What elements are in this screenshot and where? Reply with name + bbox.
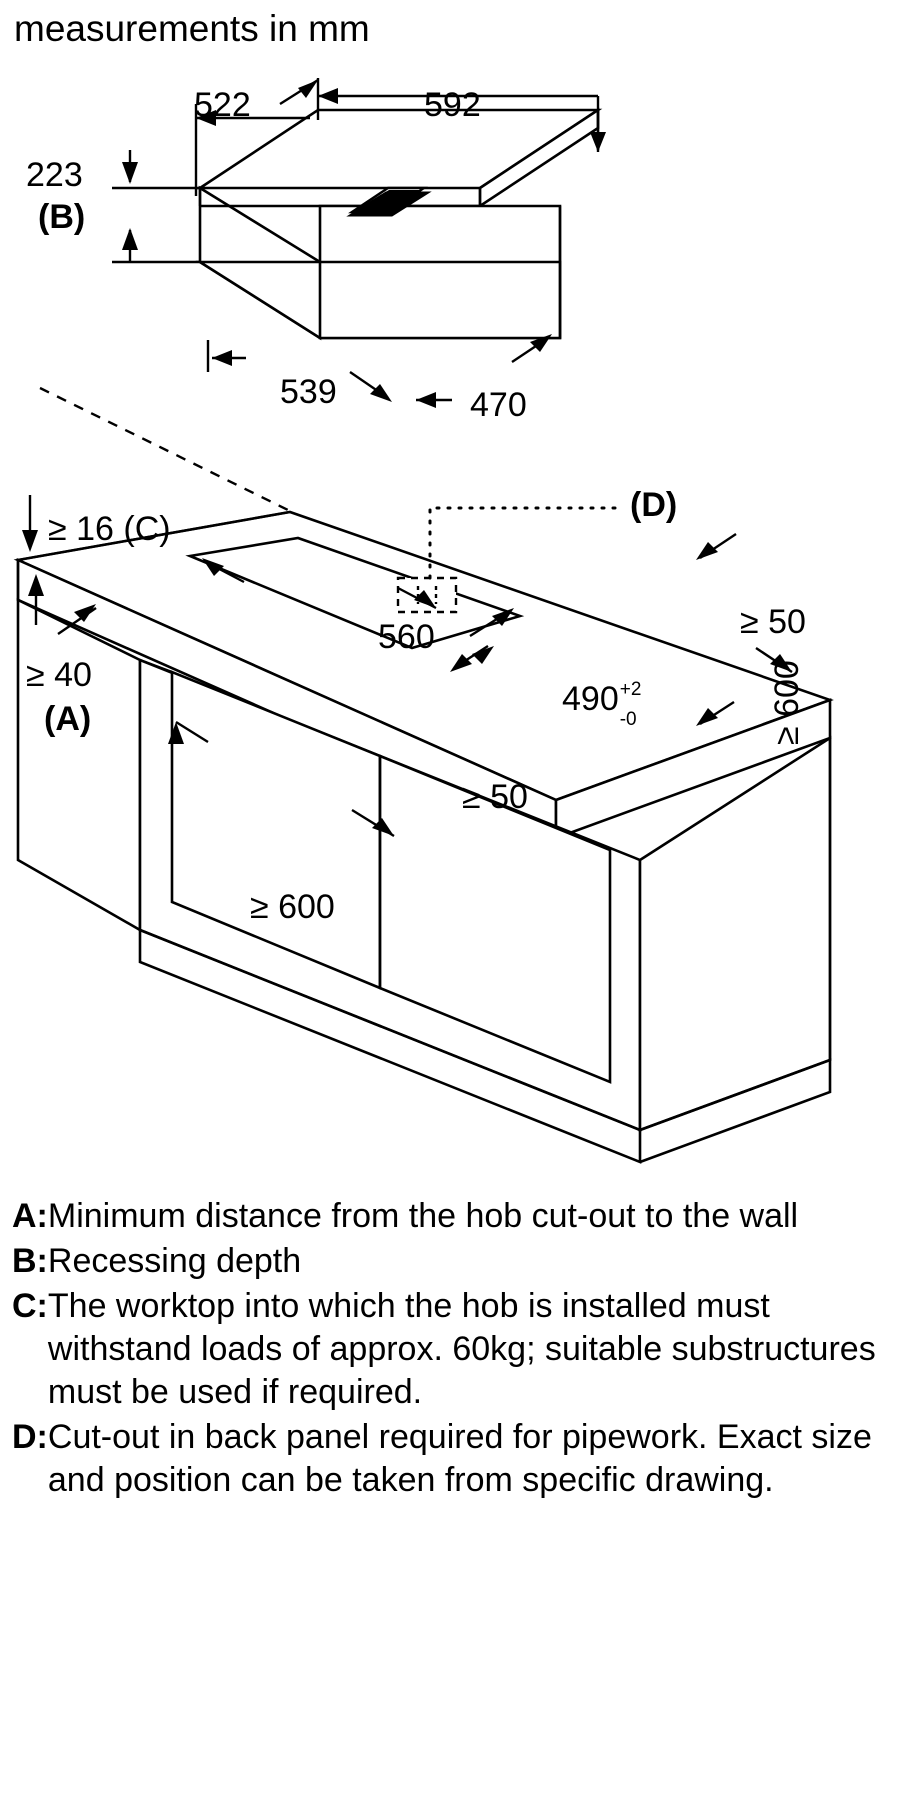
dim-min-600-left: ≥ 600 (250, 888, 335, 926)
dim-490-tol-minus: -0 (619, 709, 637, 730)
note-c (12, 1285, 892, 1414)
legend-notes (12, 1195, 892, 1504)
dim-490-tol-plus: +2 (619, 679, 642, 700)
dim-ref-d: (D) (630, 486, 678, 524)
dim-min-50-middle: ≥ 50 (462, 778, 528, 816)
dim-223: 223 (26, 156, 83, 194)
note-b-key: B: (12, 1242, 48, 1280)
note-d-key: D: (12, 1418, 48, 1456)
dim-490-group (562, 680, 641, 729)
dim-min-40-ref-a: (A) (44, 700, 92, 738)
dim-223-ref-b: (B) (38, 198, 86, 236)
dim-522: 522 (194, 86, 251, 124)
note-b (12, 1240, 892, 1283)
note-c-text: The worktop into which the hob is installed must withstand loads of approx. 60kg; suitable substructures must be used if required. (47, 1287, 876, 1411)
dim-min-40: ≥ 40 (26, 656, 92, 694)
note-d (12, 1416, 892, 1502)
dim-539: 539 (280, 373, 337, 411)
note-d-text: Cut-out in back panel required for pipework. Exact size and position can be taken from specific drawing. (47, 1418, 872, 1499)
dim-470: 470 (470, 386, 527, 424)
dim-min-16-c: ≥ 16 (C) (48, 510, 171, 548)
dim-min-50-right: ≥ 50 (740, 603, 806, 641)
note-c-key: C: (12, 1287, 48, 1325)
note-a (12, 1195, 892, 1238)
note-a-text: Minimum distance from the hob cut-out to the wall (47, 1197, 799, 1235)
note-b-text: Recessing depth (47, 1242, 302, 1280)
dim-592: 592 (424, 86, 481, 124)
note-a-key: A: (12, 1197, 48, 1235)
page-title: measurements in mm (14, 8, 370, 49)
dim-min-600-right: ≥ 600 (768, 660, 806, 745)
dim-490-value: 490 (562, 680, 619, 718)
dim-560: 560 (378, 618, 435, 656)
